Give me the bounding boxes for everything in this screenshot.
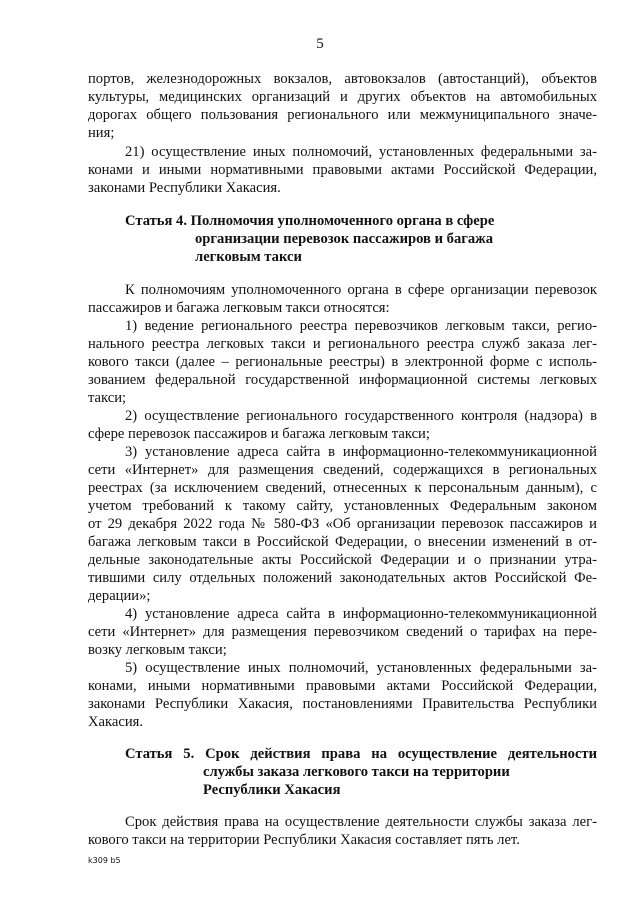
text-line: реестрах (за исключением сведений, отнесенных к персональным данным), с bbox=[88, 480, 597, 496]
text-line: культуры, медицинских организаций и других объектов на автомобильных bbox=[88, 89, 597, 105]
text-line: кового такси (далее – региональные реестры) в электронной форме с исполь- bbox=[88, 354, 597, 370]
text-line: конами и иными нормативными правовыми актами Российской Федерации, bbox=[88, 162, 597, 178]
text-line: учетом требований к такому сайту, установленных Федеральным законом bbox=[88, 498, 597, 514]
heading-line: Статья 4. Полномочия уполномоченного органа в сфере bbox=[125, 213, 495, 229]
heading-line: организации перевозок пассажиров и багажа bbox=[195, 231, 494, 247]
text-line: Хакасия. bbox=[88, 714, 144, 730]
text-line: такси; bbox=[88, 390, 127, 406]
text-line: Срок действия права на осуществление деятельности службы заказа лег- bbox=[125, 814, 597, 830]
text-line: портов, железнодорожных вокзалов, автовокзалов (автостанций), объектов bbox=[88, 71, 597, 87]
text-line: сфере перевозок пассажиров и багажа легковым такси; bbox=[88, 426, 430, 442]
text-line: законами Республики Хакасия. bbox=[88, 180, 281, 196]
page-number: 5 bbox=[316, 36, 324, 52]
text-line: сети «Интернет» для размещения перевозчиком сведений о тарифах на пере- bbox=[88, 624, 597, 640]
text-line: возку легковым такси; bbox=[88, 642, 227, 658]
text-line: 4) установление адреса сайта в информационно-телекоммуникационной bbox=[125, 606, 597, 622]
text-line: сети «Интернет» для размещения сведений, содержащихся в региональных bbox=[88, 462, 597, 478]
text-line: дорогах общего пользования регионального или межмуниципального значе- bbox=[88, 107, 597, 123]
text-line: дельные законодательные акты Российской Федерации и о признании утра- bbox=[88, 552, 597, 568]
text-line: ния; bbox=[88, 125, 115, 141]
text-line: дерации»; bbox=[88, 588, 151, 604]
text-line: от 29 декабря 2022 года № 580-ФЗ «Об организации перевозок пассажиров и bbox=[88, 516, 597, 532]
text-line: багажа легковым такси в Российской Федерации, о внесении изменений в от- bbox=[88, 534, 597, 550]
text-line: зованием федеральной государственной информационной системы легковых bbox=[88, 372, 597, 388]
heading-line: Республики Хакасия bbox=[203, 782, 341, 798]
text-line: 2) осуществление регионального государственного контроля (надзора) в bbox=[125, 408, 597, 424]
text-line: 3) установление адреса сайта в информационно-телекоммуникационной bbox=[125, 444, 597, 460]
text-line: 21) осуществление иных полномочий, установленных федеральными за- bbox=[125, 144, 597, 160]
text-line: нального реестра легковых такси и регионального реестра служб заказа лег- bbox=[88, 336, 597, 352]
text-line: конами, иными нормативными правовыми актами Российской Федерации, bbox=[88, 678, 597, 694]
text-line: К полномочиям уполномоченного органа в сфере организации перевозок bbox=[125, 282, 597, 298]
text-line: пассажиров и багажа легковым такси относятся: bbox=[88, 300, 390, 316]
heading-line: легковым такси bbox=[195, 249, 302, 265]
heading-line: Статья 5. Срок действия права на осуществление деятельности bbox=[125, 746, 597, 762]
footer-code: k309 b5 bbox=[88, 856, 121, 865]
heading-line: службы заказа легкового такси на территории bbox=[203, 764, 510, 780]
text-line: законами Республики Хакасия, постановлениями Правительства Республики bbox=[88, 696, 597, 712]
text-line: тившими силу отдельных положений законодательных актов Российской Фе- bbox=[88, 570, 597, 586]
text-line: 5) осуществление иных полномочий, установленных федеральными за- bbox=[125, 660, 597, 676]
text-line: 1) ведение регионального реестра перевозчиков легковым такси, регио- bbox=[125, 318, 597, 334]
text-line: кового такси на территории Республики Хакасия составляет пять лет. bbox=[88, 832, 520, 848]
